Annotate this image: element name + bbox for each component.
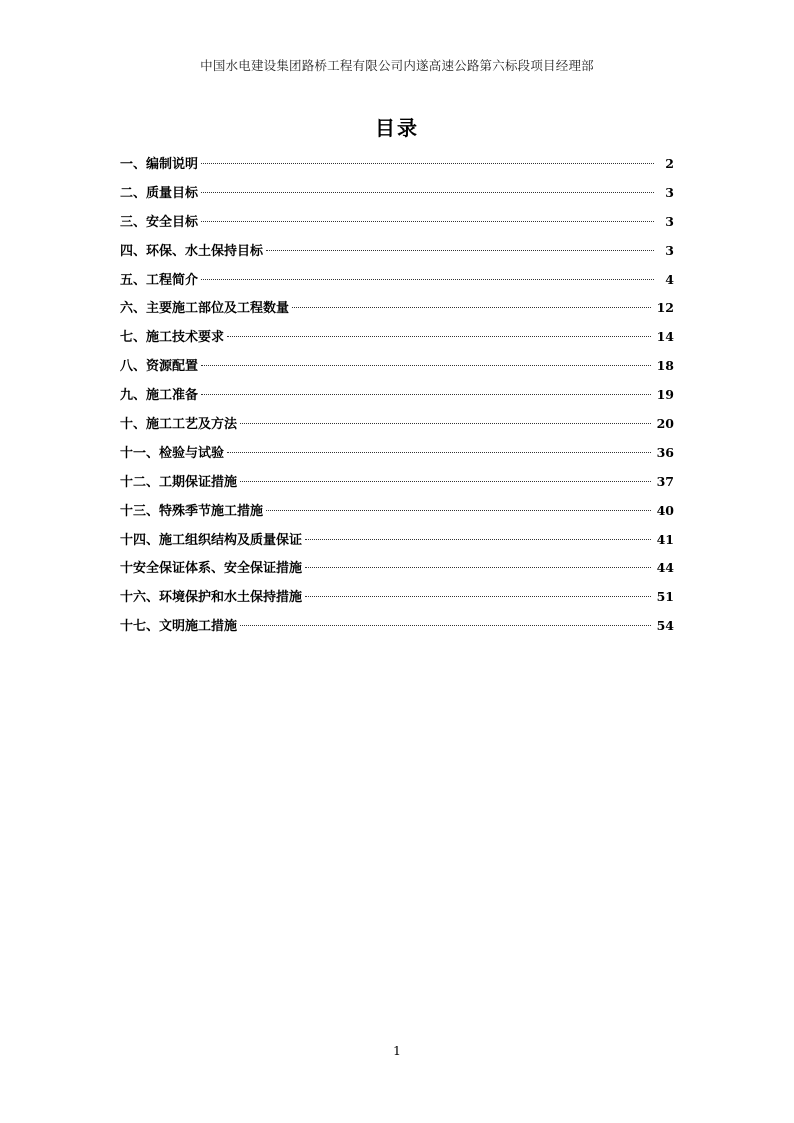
toc-entry-page: 44: [656, 560, 674, 576]
toc-entry-label: 三、安全目标: [120, 214, 199, 230]
toc-entry[interactable]: [120, 181, 674, 210]
toc-entry-label: 十三、特殊季节施工措施: [120, 503, 264, 519]
page-number: 1: [393, 1043, 401, 1058]
toc-entry[interactable]: [120, 152, 674, 181]
toc-entry-label: 八、资源配置: [120, 359, 199, 375]
toc-entry[interactable]: [120, 499, 674, 528]
toc-entry-label: 十、施工工艺及方法: [120, 417, 238, 433]
toc-dot-leader: [201, 163, 654, 164]
toc-entry[interactable]: [120, 354, 674, 383]
toc-dot-leader: [201, 394, 651, 395]
toc-entry[interactable]: [120, 210, 674, 239]
toc-entry-page: 2: [665, 156, 674, 171]
toc-entry[interactable]: [120, 325, 674, 354]
toc-entry[interactable]: [120, 296, 674, 325]
toc-entry-page: 3: [665, 242, 674, 258]
toc-dot-leader: [227, 452, 651, 453]
toc-dot-leader: [305, 567, 651, 568]
toc-entry-page: 19: [656, 387, 674, 403]
toc-entry-page: 12: [656, 300, 674, 316]
toc-entry-page: 40: [656, 502, 674, 518]
toc-entry-page: 41: [656, 531, 674, 547]
toc-dot-leader: [201, 279, 654, 280]
toc-dot-leader: [240, 423, 651, 424]
toc-dot-leader: [292, 307, 651, 308]
page-header: 中国水电建设集团路桥工程有限公司内遂高速公路第六标段项目经理部: [200, 58, 594, 73]
toc-entry-page: 4: [665, 271, 674, 287]
toc-entry-label: 十一、检验与试验: [120, 445, 225, 461]
toc-entry-label: 二、质量目标: [120, 185, 199, 201]
toc-dot-leader: [266, 250, 654, 251]
toc-entry-page: 3: [665, 184, 674, 200]
toc-entry[interactable]: [120, 556, 674, 585]
toc-dot-leader: [201, 221, 654, 222]
table-of-contents: [120, 152, 674, 643]
toc-entry-page: 3: [665, 213, 674, 229]
toc-dot-leader: [201, 192, 654, 193]
toc-entry[interactable]: [120, 585, 674, 614]
toc-entry-label: 六、主要施工部位及工程数量: [120, 301, 290, 317]
toc-dot-leader: [240, 481, 651, 482]
toc-entry-page: 18: [656, 358, 674, 374]
toc-entry-page: 36: [656, 444, 674, 460]
toc-entry-page: 14: [656, 329, 674, 345]
toc-dot-leader: [305, 596, 651, 597]
toc-entry-page: 51: [656, 589, 674, 605]
toc-entry[interactable]: [120, 268, 674, 297]
toc-entry-label: 十七、文明施工措施: [120, 619, 238, 635]
toc-entry-label: 四、环保、水土保持目标: [120, 243, 264, 259]
toc-entry-page: 20: [656, 416, 674, 432]
toc-entry-label: 十二、工期保证措施: [120, 474, 238, 490]
toc-entry[interactable]: [120, 614, 674, 643]
toc-entry[interactable]: [120, 412, 674, 441]
toc-entry[interactable]: [120, 441, 674, 470]
toc-dot-leader: [240, 625, 651, 626]
toc-entry-page: 54: [656, 618, 674, 634]
toc-title: 目录: [375, 116, 419, 140]
toc-entry-label: 五、工程简介: [120, 272, 199, 288]
toc-entry-label: 七、施工技术要求: [120, 330, 225, 346]
toc-entry-label: 一、编制说明: [120, 157, 199, 172]
toc-entry[interactable]: [120, 239, 674, 268]
toc-entry-page: 37: [656, 473, 674, 489]
toc-entry-label: 十安全保证体系、安全保证措施: [120, 561, 303, 577]
toc-entry-label: 十六、环境保护和水土保持措施: [120, 590, 303, 606]
toc-dot-leader: [227, 336, 651, 337]
toc-dot-leader: [266, 510, 651, 511]
toc-entry-label: 九、施工准备: [120, 388, 199, 404]
toc-dot-leader: [305, 539, 651, 540]
toc-dot-leader: [201, 365, 651, 366]
toc-entry-label: 十四、施工组织结构及质量保证: [120, 532, 303, 548]
toc-entry[interactable]: [120, 383, 674, 412]
toc-entry[interactable]: [120, 528, 674, 557]
header-divider: [120, 76, 676, 77]
toc-entry[interactable]: [120, 470, 674, 499]
